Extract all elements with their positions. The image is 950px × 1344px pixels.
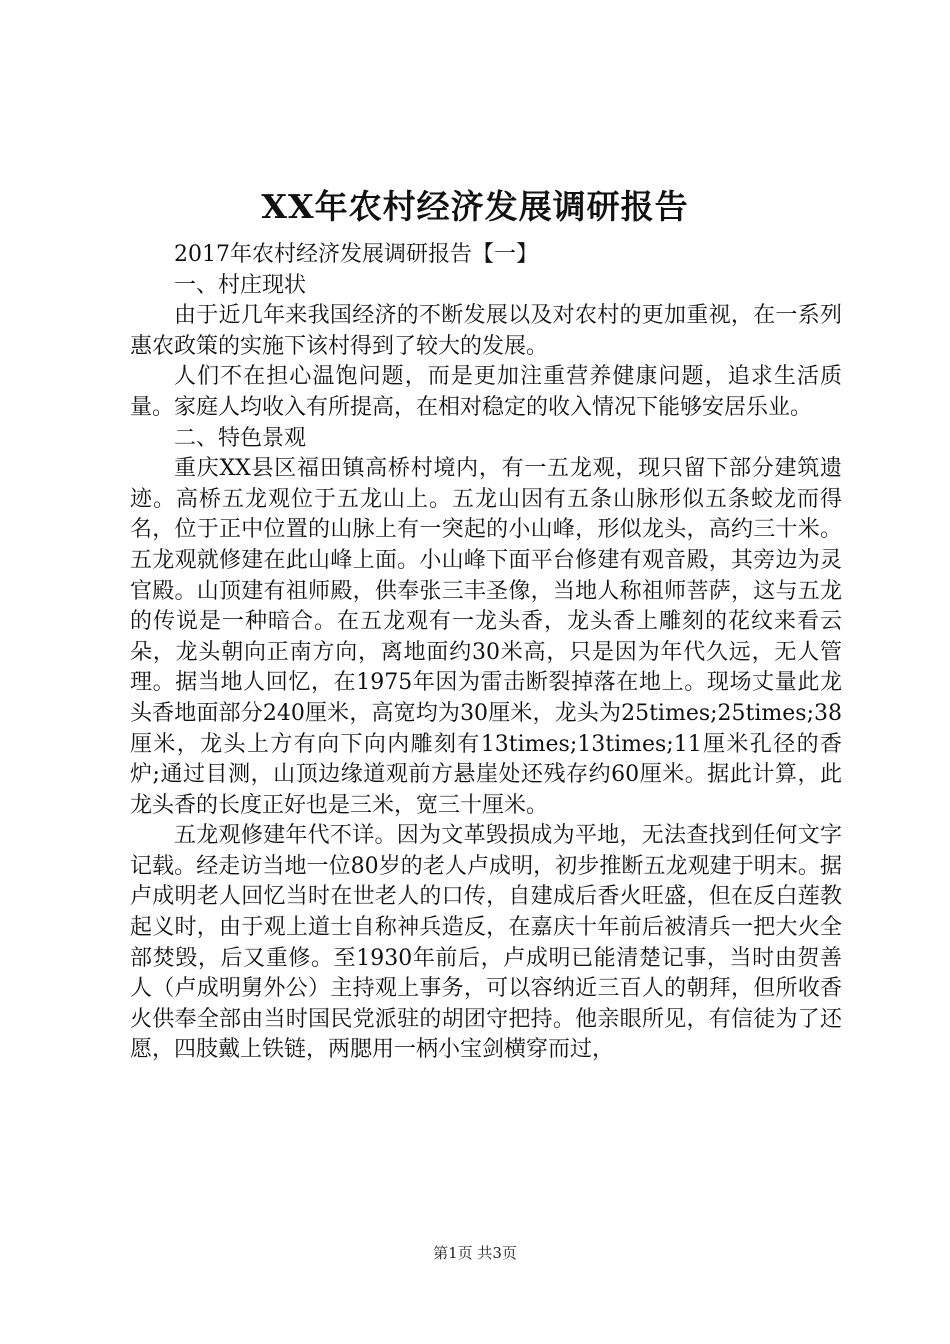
- paragraph: 五龙观修建年代不详。因为文革毁损成为平地，无法查找到任何文字记载。经走访当地一位80岁的老人卢成明，初步推断五龙观建于明末。据卢成明老人回忆当时在世老人的口传，自建成后香火旺盛，但在反白莲教起义时，由于观上道士自称神兵造反，在嘉庆十年前后被清兵一把大火全部焚毁，后又重修。至1930年前后，卢成明已能清楚记事，当时由贺善人（卢成明舅外公）主持观上事务，可以容纳近三百人的朝拜，但所收香火供奉全部由当时国民党派驻的胡团守把持。他亲眼所见，有信徒为了还愿，四肢戴上铁链，两腮用一柄小宝剑横穿而过，: [130, 823, 842, 1063]
- paragraph: 人们不在担心温饱问题，而是更加注重营养健康问题，追求生活质量。家庭人均收入有所提高，在相对稳定的收入情况下能够安居乐业。: [130, 364, 842, 420]
- section-heading-landscape: 二、特色景观: [174, 425, 307, 451]
- paragraph-subtitle: 2017年农村经济发展调研报告【一】: [174, 242, 538, 267]
- section-heading-village-status: 一、村庄现状: [174, 272, 307, 298]
- paragraph: 由于近几年来我国经济的不断发展以及对农村的更加重视，在一系列惠农政策的实施下该村得到了较大的发展。: [130, 303, 842, 359]
- document-body: [130, 240, 842, 1066]
- paragraph: 重庆XX县区福田镇高桥村境内，有一五龙观，现只留下部分建筑遗迹。高桥五龙观位于五龙山上。五龙山因有五条山脉形似五条蛟龙而得名，位于正中位置的山脉上有一突起的小山峰，形似龙头，高约三十米。五龙观就修建在此山峰上面。小山峰下面平台修建有观音殿，其旁边为灵官殿。山顶建有祖师殿，供奉张三丰圣像，当地人称祖师菩萨，这与五龙的传说是一种暗合。在五龙观有一龙头香，龙头香上雕刻的花纹来看云朵，龙头朝向正南方向，离地面约30米高，只是因为年代久远，无人管理。据当地人回忆，在1975年因为雷击断裂掉落在地上。现场丈量此龙头香地面部分240厘米，高宽均为30厘米，龙头为25times;25times;38厘米，龙头上方有向下向内雕刻有13times;13times;11厘米孔径的香炉;通过目测，山顶边缘道观前方悬崖处还残存约60厘米。据此计算，此龙头香的长度正好也是三米，宽三十厘米。: [130, 456, 842, 818]
- document-title: XX年农村经济发展调研报告: [261, 187, 689, 226]
- page-footer: 第1页 共3页: [433, 1244, 517, 1262]
